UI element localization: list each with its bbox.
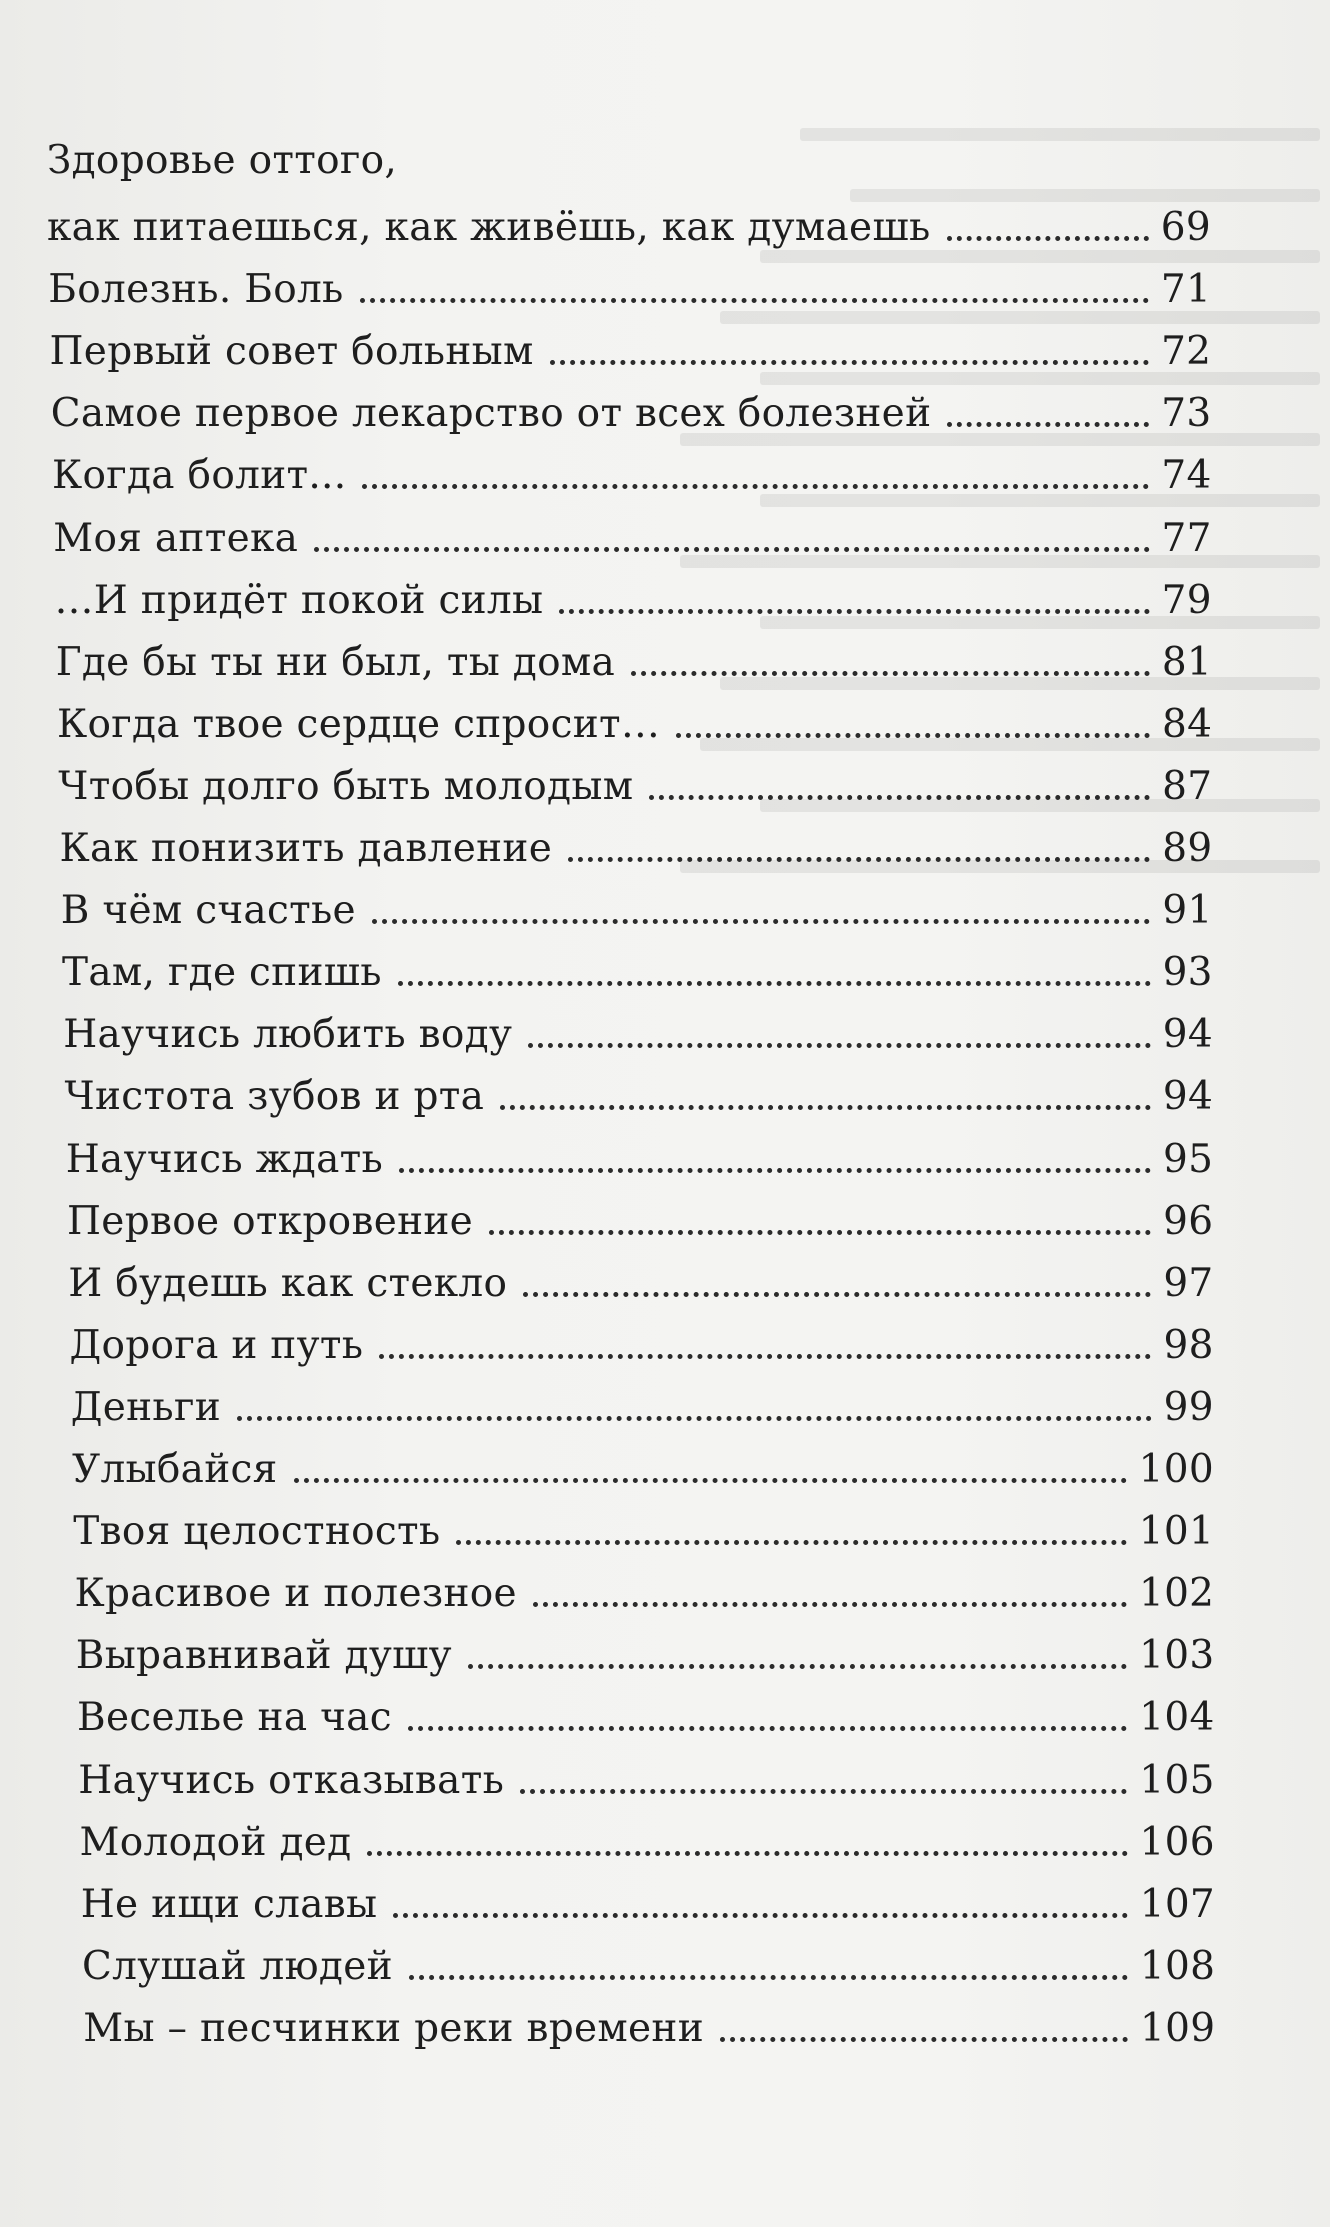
dot-leader <box>372 919 1150 924</box>
toc-entry <box>52 438 1212 498</box>
toc-page-number: 103 <box>1139 1633 1215 1679</box>
dot-leader <box>947 422 1149 427</box>
toc-entry-title: Молодой дед <box>79 1819 352 1865</box>
toc-entry-title: Научись ждать <box>65 1136 384 1182</box>
toc-entry <box>81 1867 1215 1927</box>
dot-leader <box>533 1602 1127 1607</box>
dot-leader <box>294 1478 1127 1483</box>
toc-page-number: 106 <box>1139 1819 1215 1865</box>
toc-entry-title: Слушай людей <box>82 1943 393 1989</box>
toc-entry-title: Как понизить давление <box>59 826 553 871</box>
toc-entry <box>78 1743 1215 1803</box>
toc-entry <box>61 873 1213 933</box>
toc-page-number: 98 <box>1163 1322 1214 1368</box>
toc-page-number: 91 <box>1162 888 1213 934</box>
toc-entry <box>63 997 1213 1057</box>
dot-leader <box>720 2037 1128 2042</box>
toc-entry <box>53 501 1212 561</box>
toc-page-number: 81 <box>1161 639 1213 685</box>
dot-leader <box>360 298 1149 303</box>
dot-leader <box>489 1230 1151 1235</box>
toc-page-number: 104 <box>1139 1695 1215 1741</box>
dot-leader <box>362 484 1149 489</box>
toc-entry <box>47 190 1211 250</box>
toc-entry-title: Когда болит... <box>52 453 347 499</box>
toc-entry <box>68 1246 1213 1306</box>
toc-page-number: 100 <box>1138 1447 1214 1492</box>
toc-page-number: 69 <box>1160 205 1211 250</box>
toc-entry <box>55 563 1212 623</box>
toc-page-number: 89 <box>1162 826 1213 871</box>
toc-page-number: 74 <box>1161 453 1212 499</box>
toc-page-number: 84 <box>1161 701 1213 747</box>
toc-entry <box>76 1618 1215 1678</box>
toc-page-number: 97 <box>1163 1260 1214 1306</box>
dot-leader <box>408 1726 1127 1731</box>
toc-entry-title: Не ищи славы <box>80 1881 378 1927</box>
toc-entry-title: Деньги <box>70 1384 221 1430</box>
toc-page-number: 94 <box>1162 1012 1213 1058</box>
toc-entry <box>66 1122 1214 1182</box>
toc-page-number: 109 <box>1140 2005 1216 2051</box>
toc-entry <box>56 625 1212 685</box>
toc-page-number: 96 <box>1163 1198 1214 1244</box>
toc-entry <box>73 1494 1214 1554</box>
dot-leader <box>398 981 1151 986</box>
toc-entry <box>80 1805 1215 1865</box>
toc-entry <box>72 1432 1214 1492</box>
toc-entry <box>67 1184 1213 1244</box>
toc-entry <box>62 935 1213 995</box>
dot-leader <box>523 1292 1151 1297</box>
toc-entry <box>48 252 1211 312</box>
toc-entry-title: Научись отказывать <box>78 1757 505 1803</box>
toc-page-number: 94 <box>1162 1074 1214 1120</box>
toc-entry-title: Здоровье оттого, <box>47 138 398 183</box>
dot-leader <box>237 1416 1152 1421</box>
toc-page-number: 72 <box>1161 329 1212 375</box>
toc-entry <box>77 1680 1215 1740</box>
dot-leader <box>649 795 1150 800</box>
dot-leader <box>399 1168 1151 1173</box>
dot-leader <box>528 1043 1150 1048</box>
toc-entry-title: Где бы ты ни был, ты дома <box>55 639 616 685</box>
toc-entry-title: Там, где спишь <box>62 950 382 996</box>
dot-leader <box>631 671 1150 676</box>
dot-leader <box>468 1664 1127 1669</box>
toc-entry <box>58 749 1212 809</box>
dot-leader <box>500 1105 1151 1110</box>
toc-page-number: 73 <box>1161 391 1212 437</box>
toc-entry <box>50 314 1212 374</box>
dot-leader <box>409 1975 1128 1980</box>
toc-entry-title: как питаешься, как живёшь, как думаешь <box>47 205 931 250</box>
dot-leader <box>568 857 1150 862</box>
toc-entry-title: Болезнь. Боль <box>48 267 344 313</box>
toc-page-number: 105 <box>1139 1757 1215 1803</box>
toc-page-number: 95 <box>1163 1136 1214 1182</box>
toc-entry-title: Научись любить воду <box>63 1012 513 1058</box>
toc-entry-title: Твоя целостность <box>73 1509 441 1555</box>
dot-leader <box>314 547 1149 552</box>
toc-entry <box>57 687 1212 747</box>
toc-entry <box>82 1929 1215 1989</box>
toc-entry-title: Веселье на час <box>77 1695 392 1741</box>
toc-entry <box>70 1308 1214 1368</box>
toc-entry-title: Выравнивай душу <box>75 1633 452 1679</box>
toc-entry-title: Первый совет больным <box>49 329 534 375</box>
toc-entry <box>51 376 1212 436</box>
dot-leader <box>947 236 1149 241</box>
dot-leader <box>379 1354 1151 1359</box>
toc-page-number: 93 <box>1162 950 1213 996</box>
toc-entry-title: И будешь как стекло <box>68 1260 508 1306</box>
toc-page-number: 79 <box>1161 577 1212 623</box>
toc-entry-title: Моя аптека <box>53 515 299 561</box>
toc-entry-title: Чтобы долго быть молодым <box>58 763 634 809</box>
toc-page-number: 77 <box>1161 515 1212 561</box>
toc-page-number: 107 <box>1139 1881 1216 1927</box>
toc-entry-title: В чём счастье <box>60 888 356 934</box>
dot-leader <box>676 733 1150 738</box>
toc-page-number: 102 <box>1138 1571 1215 1617</box>
toc-entry-title: Дорога и путь <box>69 1322 364 1368</box>
toc-entry-title: Когда твое сердце спросит… <box>57 701 661 747</box>
toc-page-number: 87 <box>1162 763 1213 809</box>
toc-entry-title: Улыбайся <box>72 1447 278 1492</box>
toc-page-number: 71 <box>1160 267 1212 313</box>
dot-leader <box>520 1789 1127 1794</box>
dot-leader <box>559 609 1149 614</box>
dot-leader <box>456 1540 1126 1545</box>
toc-page-number: 108 <box>1139 1943 1216 1989</box>
toc-entry-title: Красивое и полезное <box>74 1571 517 1617</box>
toc-entry <box>75 1556 1215 1616</box>
toc-entry-title: Мы – песчинки реки времени <box>83 2005 704 2051</box>
toc-entry-title: Самое первое лекарство от всех болезней <box>50 391 932 437</box>
dot-leader <box>367 1851 1127 1856</box>
dot-leader <box>550 360 1149 365</box>
toc-entry-title: Чистота зубов и рта <box>64 1074 485 1120</box>
toc-entry-title: …И придёт покой силы <box>54 577 544 623</box>
toc-page-number: 101 <box>1138 1509 1215 1555</box>
toc-entry <box>65 1059 1214 1119</box>
toc-entry-title: Первое откровение <box>67 1198 474 1244</box>
toc-entry <box>60 811 1213 871</box>
toc-entry <box>71 1370 1214 1430</box>
toc-page-number: 99 <box>1163 1384 1214 1430</box>
toc-entry <box>83 1991 1215 2051</box>
dot-leader <box>393 1913 1127 1918</box>
